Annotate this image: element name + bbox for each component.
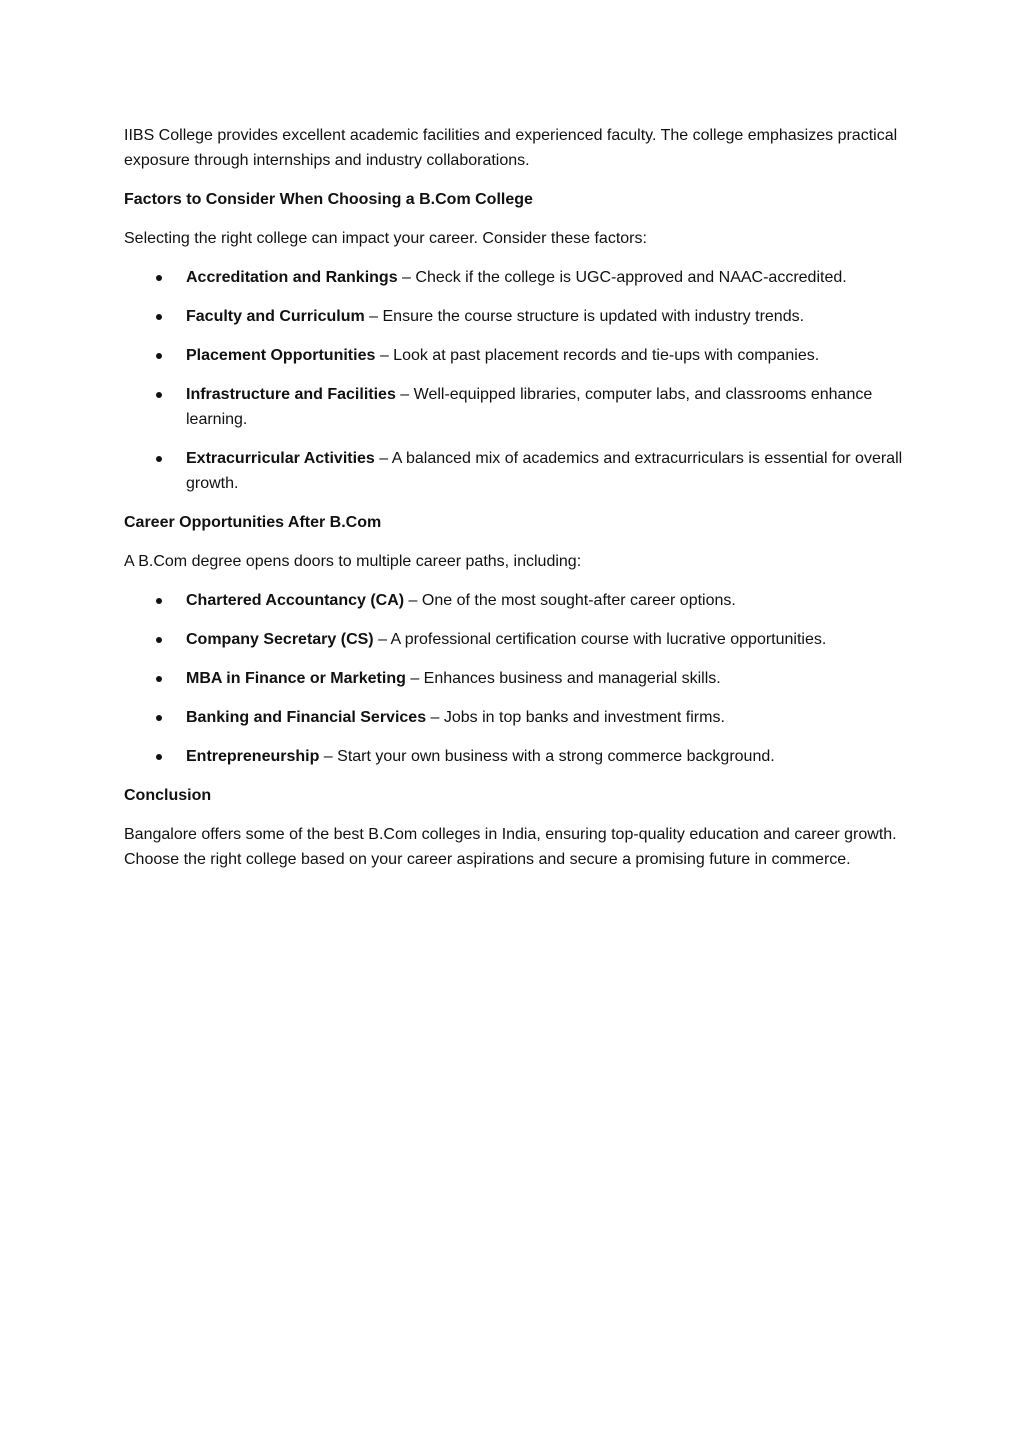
item-term: Company Secretary (CS) — [186, 631, 374, 648]
bullet-icon — [156, 598, 162, 604]
conclusion-paragraph: Bangalore offers some of the best B.Com colleges in India, ensuring top-quality education and career growth. Choose the right college based on your career aspirations and secure a promising future in commerce. — [124, 826, 897, 868]
item-text: – Jobs in top banks and investment firms. — [426, 709, 725, 726]
factors-heading: Factors to Consider When Choosing a B.Com College — [124, 191, 533, 208]
item-text: – Enhances business and managerial skills. — [405, 670, 721, 687]
item-term: Chartered Accountancy (CA) — [186, 592, 405, 609]
factors-list — [124, 265, 904, 496]
item-text: – Start your own business with a strong commerce background. — [319, 748, 775, 765]
item-text: – Ensure the course structure is updated with industry trends. — [364, 308, 805, 325]
bullet-icon — [156, 715, 162, 721]
list-item — [124, 382, 904, 432]
item-text: – One of the most sought-after career options. — [404, 592, 736, 609]
bullet-icon — [156, 275, 162, 281]
list-item — [124, 588, 904, 613]
list-item — [124, 304, 904, 329]
item-term: Accreditation and Rankings — [186, 269, 398, 286]
item-text: – Well-equipped libraries, computer labs, and classrooms enhance learning. — [186, 386, 873, 428]
careers-list — [124, 588, 904, 769]
list-item — [124, 744, 904, 769]
item-term: Infrastructure and Facilities — [186, 386, 396, 403]
list-item — [124, 627, 904, 652]
careers-lead: A B.Com degree opens doors to multiple career paths, including: — [124, 553, 582, 570]
list-item — [124, 705, 904, 730]
item-term: Placement Opportunities — [186, 347, 376, 364]
list-item — [124, 446, 904, 496]
bullet-icon — [156, 456, 162, 462]
list-item — [124, 265, 904, 290]
item-text: – A professional certification course with lucrative opportunities. — [373, 631, 827, 648]
item-term: Extracurricular Activities — [186, 450, 375, 467]
list-item — [124, 343, 904, 368]
item-text: – A balanced mix of academics and extracurriculars is essential for overall growth. — [186, 450, 903, 492]
document-page — [124, 123, 904, 886]
bullet-icon — [156, 754, 162, 760]
conclusion-heading: Conclusion — [124, 787, 212, 804]
bullet-icon — [156, 637, 162, 643]
item-term: Banking and Financial Services — [186, 709, 427, 726]
item-term: Faculty and Curriculum — [186, 308, 365, 325]
careers-heading: Career Opportunities After B.Com — [124, 514, 382, 531]
bullet-icon — [156, 353, 162, 359]
item-text: – Check if the college is UGC-approved and NAAC-accredited. — [397, 269, 847, 286]
item-text: – Look at past placement records and tie-ups with companies. — [375, 347, 820, 364]
item-term: MBA in Finance or Marketing — [186, 670, 406, 687]
item-term: Entrepreneurship — [186, 748, 320, 765]
bullet-icon — [156, 314, 162, 320]
factors-lead: Selecting the right college can impact your career. Consider these factors: — [124, 230, 647, 247]
bullet-icon — [156, 392, 162, 398]
list-item — [124, 666, 904, 691]
bullet-icon — [156, 676, 162, 682]
intro-paragraph: IIBS College provides excellent academic facilities and experienced faculty. The college emphasizes practical exposure through internships and industry collaborations. — [124, 127, 898, 169]
